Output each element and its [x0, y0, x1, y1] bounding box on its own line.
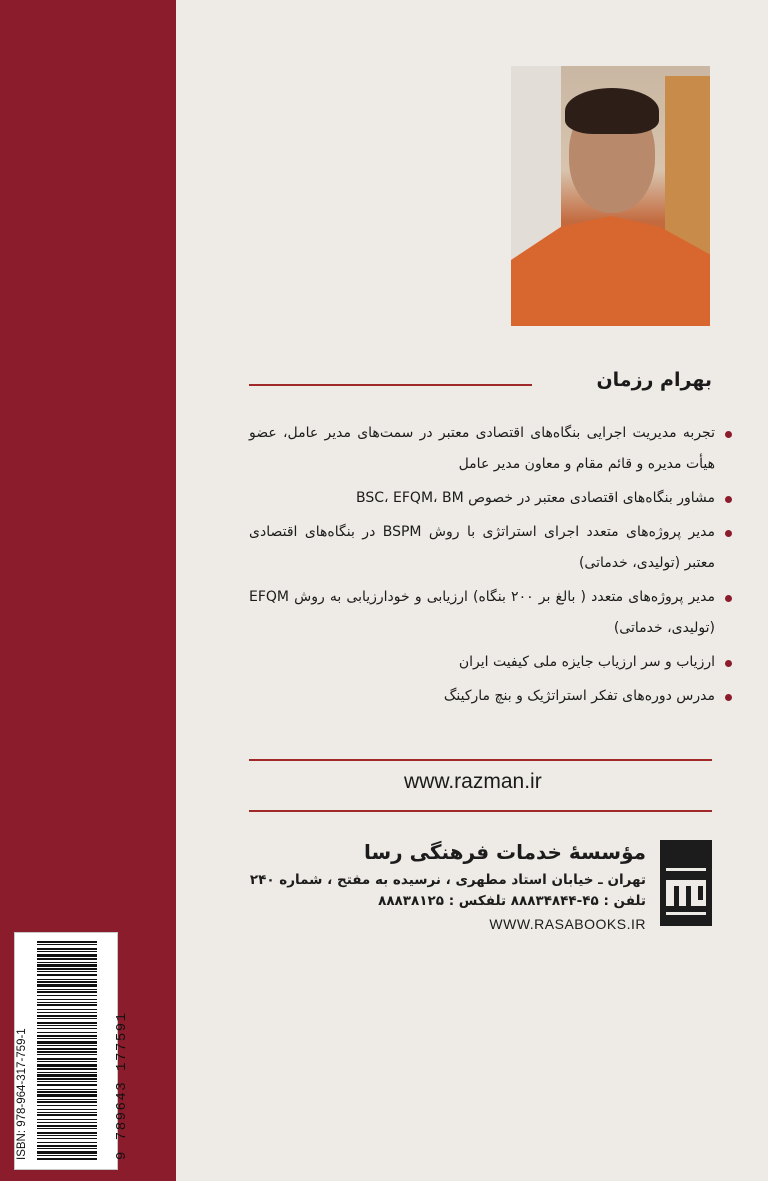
barcode-digits: 9 789643 177591	[114, 1011, 130, 1160]
bio-item: مشاور بنگاه‌های اقتصادی معتبر در خصوص BSC، EFQM، BM	[249, 483, 715, 514]
bio-item: مدرس دوره‌های تفکر استراتژیک و بنچ مارکینگ	[249, 681, 715, 712]
divider	[249, 759, 712, 761]
publisher-address: تهران ـ خیابان استاد مطهری ، نرسیده به مفتح ، شماره ۲۴۰	[249, 872, 646, 888]
bio-item: تجربه مدیریت اجرایی بنگاه‌های اقتصادی معتبر در سمت‌های مدیر عامل، عضو هیأت مدیره و قائم مقام و معاون مدیر عامل	[249, 418, 715, 480]
divider	[249, 810, 712, 812]
publisher-phone: تلفن : ۴۵-۸۸۸۳۴۸۴۴ تلفکس : ۸۸۸۳۸۱۲۵	[378, 893, 646, 909]
author-name: بهرام رزمان	[596, 369, 712, 391]
publisher-info	[250, 840, 646, 935]
divider	[249, 384, 532, 386]
publisher-name: مؤسسهٔ خدمات فرهنگی رسا	[363, 840, 646, 864]
barcode	[14, 932, 118, 1170]
author-photo	[511, 66, 710, 326]
publisher-logo-icon	[660, 840, 712, 926]
bio-item: ارزیاب و سر ارزیاب جایزه ملی کیفیت ایران	[249, 647, 715, 678]
publisher-website: WWW.RASABOOKS.IR	[489, 916, 646, 932]
author-website: www.razman.ir	[404, 770, 542, 793]
bio-item: مدیر پروژه‌های متعدد ( بالغ بر ۲۰۰ بنگاه) ارزیابی و خودارزیابی به روش EFQM (تولیدی، خدماتی)	[249, 582, 715, 644]
isbn-number: ISBN: 978-964-317-759-1	[16, 1028, 28, 1160]
author-bio-list	[249, 418, 715, 712]
bio-item: مدیر پروژه‌های متعدد اجرای استراتژی با روش BSPM در بنگاه‌های اقتصادی معتبر (تولیدی، خدماتی)	[249, 517, 715, 579]
